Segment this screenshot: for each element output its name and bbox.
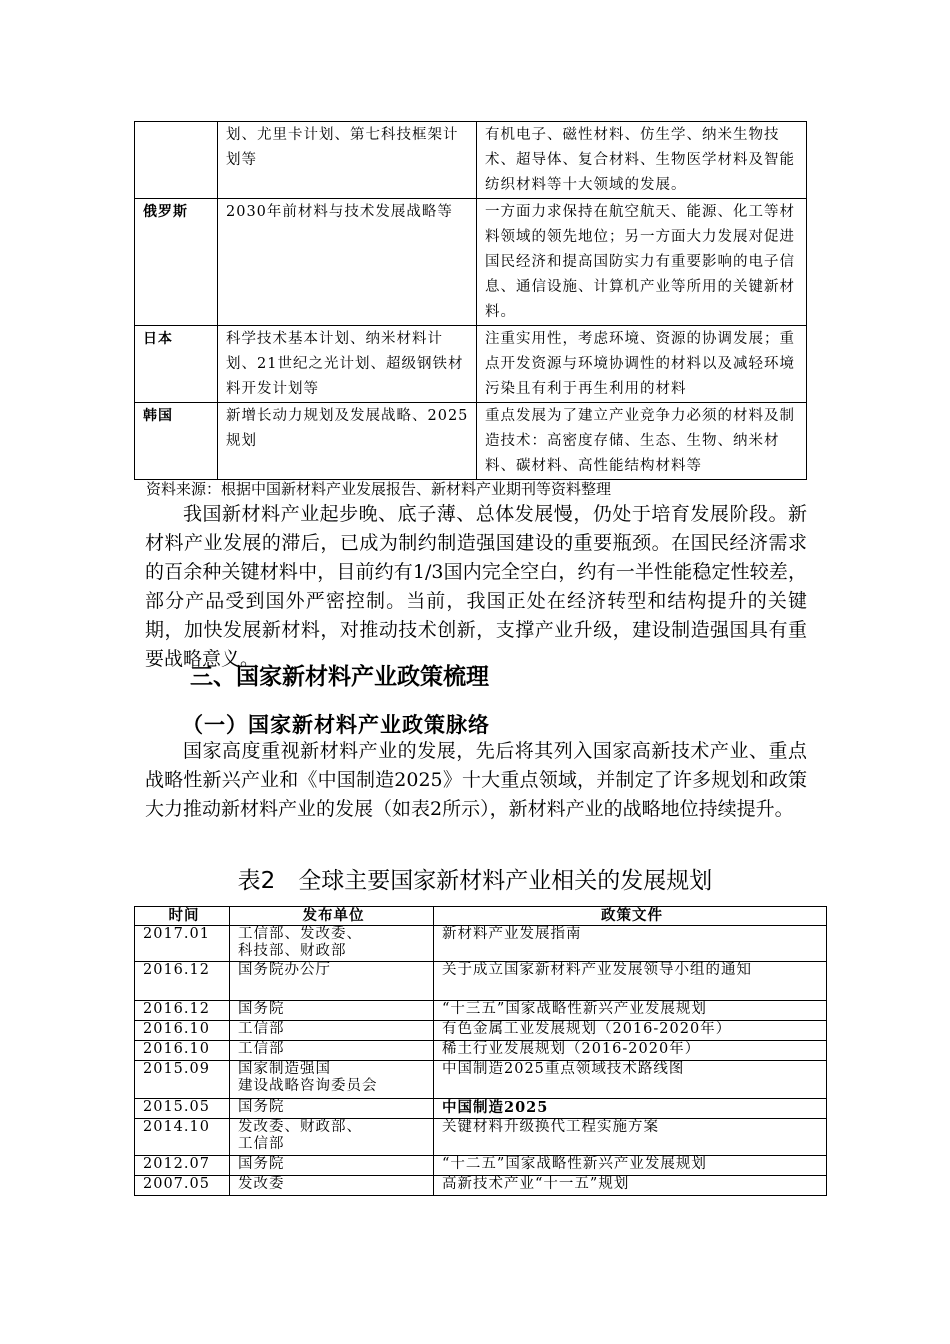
doc-cell: 稀土行业发展规划（2016-2020年） bbox=[434, 1041, 827, 1061]
body-paragraph: 国家高度重视新材料产业的发展，先后将其列入国家高新技术产业、重点战略性新兴产业和《中国制造2025》十大重点领域，并制定了许多规划和政策大力推动新材料产业的发展（如表2所示），新材料产业的战略地位持续提升。 bbox=[145, 740, 807, 820]
unit-cell: 国务院 bbox=[230, 1156, 434, 1176]
focus-cell: 有机电子、磁性材料、仿生学、纳米生物技术、超导体、复合材料、生物医学材料及智能纺织材料等十大领域的发展。 bbox=[477, 122, 807, 199]
doc-cell: 中国制造2025重点领域技术路线图 bbox=[434, 1061, 827, 1099]
time-cell: 2016.10 bbox=[135, 1021, 230, 1041]
focus-cell: 一方面力求保持在航空航天、能源、化工等材料领域的领先地位；另一方面大力发展对促进国民经济和提高国防实力有重要影响的电子信息、通信设施、计算机产业等所用的关键新材料。 bbox=[477, 199, 807, 326]
unit-cell: 发改委 bbox=[230, 1176, 434, 1196]
doc-cell: 新材料产业发展指南 bbox=[434, 926, 827, 962]
doc-cell: “十三五”国家战略性新兴产业发展规划 bbox=[434, 1001, 827, 1021]
column-header-doc: 政策文件 bbox=[434, 907, 827, 926]
doc-cell: 关于成立国家新材料产业发展领导小组的通知 bbox=[434, 962, 827, 1001]
doc-cell: 中国制造2025 bbox=[434, 1099, 827, 1119]
table-row bbox=[135, 926, 827, 962]
plan-cell: 2030年前材料与技术发展战略等 bbox=[218, 199, 477, 326]
table-source-note: 资料来源：根据中国新材料产业发展报告、新材料产业期刊等资料整理 bbox=[146, 480, 612, 498]
table-row bbox=[135, 962, 827, 1001]
time-cell: 2015.05 bbox=[135, 1099, 230, 1119]
plan-cell: 划、尤里卡计划、第七科技框架计划等 bbox=[218, 122, 477, 199]
table-row bbox=[135, 1099, 827, 1119]
doc-cell: 关键材料升级换代工程实施方案 bbox=[434, 1119, 827, 1156]
country-cell: 韩国 bbox=[135, 403, 218, 480]
unit-cell: 工信部 bbox=[230, 1021, 434, 1041]
table-row bbox=[135, 199, 807, 326]
country-plan-table bbox=[134, 121, 807, 480]
time-cell: 2015.09 bbox=[135, 1061, 230, 1099]
focus-cell: 重点发展为了建立产业竞争力必须的材料及制造技术：高密度存储、生态、生物、纳米材料、碳材料、高性能结构材料等 bbox=[477, 403, 807, 480]
unit-cell: 国务院 bbox=[230, 1001, 434, 1021]
table-header-row bbox=[135, 907, 827, 926]
unit-cell: 国家制造强国 建设战略咨询委员会 bbox=[230, 1061, 434, 1099]
unit-cell: 国务院办公厅 bbox=[230, 962, 434, 1001]
time-cell: 2016.10 bbox=[135, 1041, 230, 1061]
body-paragraph: 我国新材料产业起步晚、底子薄、总体发展慢，仍处于培育发展阶段。新材料产业发展的滞后，已成为制约制造强国建设的重要瓶颈。在国民经济需求的百余种关键材料中，目前约有1/3国内完全空白，约有一半性能稳定性较差，部分产品受到国外严密控制。当前，我国正处在经济转型和结构提升的关键期，加快发展新材料，对推动技术创新，支撑产业升级，建设制造强国具有重要战略意义。 bbox=[145, 503, 807, 670]
unit-cell: 发改委、财政部、 工信部 bbox=[230, 1119, 434, 1156]
table-row bbox=[135, 1021, 827, 1041]
unit-cell: 国务院 bbox=[230, 1099, 434, 1119]
time-cell: 2007.05 bbox=[135, 1176, 230, 1196]
table-caption: 表2 全球主要国家新材料产业相关的发展规划 bbox=[237, 868, 713, 894]
table-row bbox=[135, 122, 807, 199]
section-heading: 三、国家新材料产业政策梳理 bbox=[190, 664, 489, 690]
table-row bbox=[135, 1156, 827, 1176]
time-cell: 2016.12 bbox=[135, 1001, 230, 1021]
unit-cell: 工信部 bbox=[230, 1041, 434, 1061]
plan-cell: 科学技术基本计划、纳米材料计划、21世纪之光计划、超级钢铁材料开发计划等 bbox=[218, 326, 477, 403]
table-row bbox=[135, 326, 807, 403]
doc-cell: “十二五”国家战略性新兴产业发展规划 bbox=[434, 1156, 827, 1176]
unit-cell: 工信部、发改委、 科技部、财政部 bbox=[230, 926, 434, 962]
table-row bbox=[135, 1061, 827, 1099]
column-header-time: 时间 bbox=[135, 907, 230, 926]
focus-cell: 注重实用性，考虑环境、资源的协调发展；重点开发资源与环境协调性的材料以及减轻环境污染且有利于再生利用的材料 bbox=[477, 326, 807, 403]
table-row bbox=[135, 1041, 827, 1061]
time-cell: 2016.12 bbox=[135, 962, 230, 1001]
country-cell: 日本 bbox=[135, 326, 218, 403]
subsection-heading: （一）国家新材料产业政策脉络 bbox=[182, 713, 490, 737]
country-cell: 俄罗斯 bbox=[135, 199, 218, 326]
time-cell: 2014.10 bbox=[135, 1119, 230, 1156]
plan-cell: 新增长动力规划及发展战略、2025规划 bbox=[218, 403, 477, 480]
table-row bbox=[135, 1001, 827, 1021]
doc-cell: 有色金属工业发展规划（2016-2020年） bbox=[434, 1021, 827, 1041]
time-cell: 2012.07 bbox=[135, 1156, 230, 1176]
doc-cell: 高新技术产业“十一五”规划 bbox=[434, 1176, 827, 1196]
time-cell: 2017.01 bbox=[135, 926, 230, 962]
table-row bbox=[135, 1119, 827, 1156]
country-cell bbox=[135, 122, 218, 199]
column-header-unit: 发布单位 bbox=[230, 907, 434, 926]
policy-table bbox=[134, 906, 827, 1196]
table-row bbox=[135, 1176, 827, 1196]
table-row bbox=[135, 403, 807, 480]
